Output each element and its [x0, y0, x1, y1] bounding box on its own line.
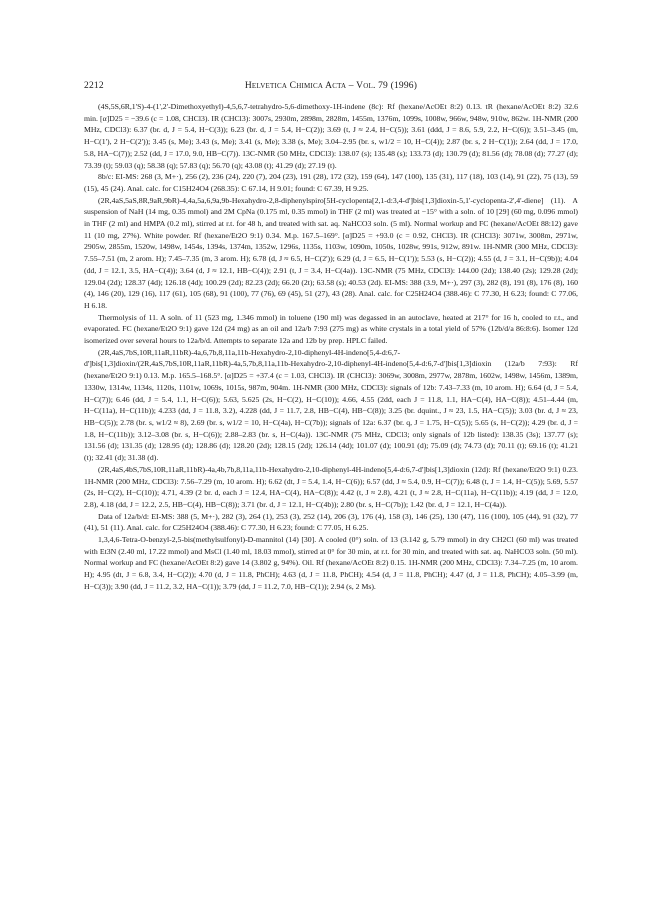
- paragraph-data-12abd: Data of 12a/b/d: EI-MS: 388 (5, M+·), 282 (3), 264 (1), 253 (3), 252 (14), 206 (3), 176 (4), 158 (3), 146 (25), 130 (47), 116 (100), 105 (44), 91 (32), 77 (41), 51 (11). Anal. calc. for C25H24O4 (388.46): C 77.30, H 6.23; found: C 77.05, H 6.25.: [84, 511, 578, 533]
- paragraph-thermolysis: Thermolysis of 11. A soln. of 11 (523 mg, 1.346 mmol) in toluene (190 ml) was degassed in an autoclave, heated at 217° for 16 h, cooled to r.t., and evaporated. FC (hexane/Et2O 9:1) gave 12d (24 mg) as an oil and 12a/b 7:93 (275 mg) as white crystals in a total yield of 57% (12b/d/a 86:8:6). Isomer 12d isomerized over several hours to 12a/b/d. Attempts to separate 12a and 12b by prep. HPLC failed.: [84, 312, 578, 346]
- paragraph-ms-8bc: 8b/c: EI-MS: 268 (3, M+·), 256 (2), 236 (24), 220 (7), 204 (23), 191 (28), 172 (32), 159 (64), 147 (100), 135 (31), 117 (18), 103 (14), 91 (22), 75 (13), 59 (15), 45 (24). Anal. calc. for C15H24O4 (268.35): C 67.14, H 9.01; found: C 67.39, H 9.25.: [84, 172, 578, 193]
- paragraph-compound-14: 1,3,4,6-Tetra-O-benzyl-2,5-bis(methylsulfonyl)-D-mannitol (14) [30]. A cooled (0°) soln. of 13 (3.142 g, 5.79 mmol) in dry CH2Cl (60 ml) was treated with Et3N (2.40 ml, 17.22 mmol) and MsCl (1.40 ml, 18.03 mmol), stirred at 0° for 30 min, at r.t. for 30 min, and treated with sat. aq. NaHCO3 soln. (50 ml). Normal workup and FC (hexane/AcOEt 8:2) gave 14 (3.802 g, 94%). Oil. Rf (hexane/AcOEt 8:2) 0.15. 1H-NMR (200 MHz, CDCl3): 7.34–7.25 (m, 10 arom. H); 4.95 (dt, J = 6.8, 3.4, H−C(2)); 4.70 (d, J = 11.8, PhCH); 4.63 (d, J = 11.8, PhCH); 4.54 (d, J = 11.8, PhCH); 4.47 (d, J = 11.8, PhCH); 4.05–3.99 (m, H−C(3)); 3.90 (dd, J = 11.2, 3.2, HA−C(1)); 3.79 (dd, J = 11.2, 7.0, HB−C(1)); 2.94 (s, 2 Ms).: [84, 535, 578, 591]
- page-number: 2212: [84, 81, 104, 91]
- paragraph-compound-12ab: (2R,4aS,7bS,10R,11aR,11bR)-4a,6,7b,8,11a,11b-Hexahydro-2,10-diphenyl-4H-indeno[5,4-d:6,7-d']bis[1,3]dioxin/(2R,4aS,7bS,10R,11aR,11bR)-4a,5,7b,8,11a,11b-Hexahydro-2,10-diphenyl-4H-indeno[5,4-d:6,7-d']bis[1,3]dioxin (12a/b 7:93): Rf (hexane/Et2O 9:1) 0.13. M.p. 165.5–168.5°. [α]D25 = +37.4 (c = 1.03, CHCl3). IR (CHCl3): 3069w, 3008m, 2977w, 2878m, 1602w, 1498w, 1456m, 1389m, 1330w, 1314w, 1134s, 1120s, 1101w, 1069s, 1015s, 987m, 904m. 1H-NMR (300 MHz, CDCl3): signals of 12b: 7.43–7.33 (m, 10 arom. H); 6.64 (d, J = 5.4, H−C(7)); 6.46 (dd, J = 5.4, 1.1, H−C(6)); 5.63, 5.625 (2s, H−C(2), H−C(10)); 4.66, 4.55 (2dd, each J = 11.8, 1.1, HA−C(4), HA−C(8)); 4.51–4.44 (m, H−C(11a), H−C(11b)); 4.233 (dd, J = 11.8, 3.2), 4.228 (dd, J = 11.7, 2.8, HB−C(4), HB−C(8)); 3.25 (br. dquint., J ≈ 23, 1.5, HA−C(5)); 3.03 (br. d, J ≈ 23, HB−C(5)); 2.78 (br. s, w1/2 ≈ 8), 2.69 (br. s, w1/2 = 10, H−C(4a), H−C(7b)); signals of 12a: 6.37 (br. q, J = 1.75, H−C(5)); 5.65 (s, H−C(2)); 4.29 (br. d, J = 1.8, H−C(11b)); 3.12–3.08 (br. s, H−C(6)); 2.88–2.83 (br. s, H−C(4a)). 13C-NMR (75 MHz, CDCl3; only signals of 12b listed): 138.35 (3s); 137.77 (s); 131.56 (d); 131.35 (d); 128.95 (d); 128.86 (d); 128.20 (2d); 128.15 (2d); 126.14 (4d); 101.07 (d); 100.91 (d); 75.09 (d); 74.73 (d); 70.11 (t); 69.16 (t); 41.21 (t); 32.41 (d); 31.38 (d).: [84, 347, 578, 463]
- paragraph-compound-8c: (4S,5S,6R,1'S)-4-(1',2'-Dimethoxyethyl)-4,5,6,7-tetrahydro-5,6-dimethoxy-1H-indene (8c): Rf (hexane/AcOEt 8:2) 0.13. tR (hexane/AcOEt 8:2) 32.6 min. [α]D25 = −39.6 (c = 1.08, CHCl3). IR (CHCl3): 3007s, 2930m, 2898m, 2828m, 1455m, 1376m, 1099s, 1008w, 966w, 948w, 910w, 862w. 1H-NMR (200 MHz, CDCl3): 6.37 (br. d, J = 5.4, H−C(3)); 6.23 (br. d, J = 5.4, H−C(2)); 3.69 (t, J ≈ 2.4, H−C(5)); 3.61 (ddd, J = 8.6, 5.9, 2.2, H−C(6)); 3.51–3.45 (m, H−C(1'), 2 H−C(2')); 3.45 (s, Me); 3.43 (s, Me); 3.41 (s, Me); 3.38 (s, Me); 3.04–2.95 (br. s, w1/2 = 10, H−C(4)); 2.87 (br. s, 2 H−C(1)); 2.64 (dd, J = 17.0, 5.8, HA−C(7)); 2.52 (dd, J = 17.0, 9.0, HB−C(7)). 13C-NMR (50 MHz, CDCl3): 138.07 (s); 135.48 (s); 133.73 (d); 130.79 (d); 81.56 (d); 78.08 (d); 77.27 (d); 73.39 (t); 59.03 (q); 58.38 (q); 57.83 (q); 56.70 (q); 43.08 (t); 41.29 (d); 27.19 (t).: [84, 102, 578, 170]
- paragraph-compound-12d: (2R,4aS,4bS,7bS,10R,11aR,11bR)-4a,4b,7b,8,11a,11b-Hexahydro-2,10-diphenyl-4H-indeno[5,4-d:6,7-d']bis[1,3]dioxin (12d): Rf (hexane/Et2O 9:1) 0.23. 1H-NMR (200 MHz, CDCl3): 7.56–7.29 (m, 10 arom. H); 6.62 (dt, J = 5.4, 1.4, H−C(6)); 6.57 (dd, J ≈ 5.4, 0.9, H−C(7)); 6.48 (t, J = 1.4, H−C(5)); 5.69, 5.57 (2s, H−C(2), H−C(10)); 4.71, 4.39 (2 br. d, each J = 12.4, HA−C(4), HA−C(8)); 4.42 (t, J ≈ 2.8), 4.21 (t, J ≈ 2.8, H−C(11a), H−C(11b)); 4.19 (dd, J = 12.0, 2.8), 4.18 (dd, J = 12.2, 2.5, HB−C(4), HB−C(8)); 3.71 (br. d, J = 12.1, H−C(4b)); 2.80 (br. s, H−C(7b)); 1.42 (br. d, J = 12.1, H−C(4a)).: [84, 464, 578, 509]
- running-title: Helvetica Chimica Acta – Vol. 79 (1996): [244, 81, 418, 91]
- article-body: [84, 101, 578, 593]
- paragraph-compound-11: (2R,4aS,5aS,8R,9aR,9bR)-4,4a,5a,6,9a,9b-Hexahydro-2,8-diphenylspiro[5H-cyclopenta[2,1-d:3,4-d']bis[1,3]dioxin-5,1'-cyclopenta-2',4'-diene] (11). A suspension of NaH (14 mg, 0.35 mmol) and 2M CpNa (0.175 ml, 0.35 mmol) in THF (2 ml) was treated at −15° with a soln. of 10 [29] (60 mg, 0.096 mmol) in THF (2 ml) and HMPA (0.2 ml), stirred at r.t. for 48 h, and treated with sat. aq. NaHCO3 soln. (5 ml). Normal workup and FC (hexane/AcOEt 88:12) gave 11 (10 mg, 27%). White powder. Rf (hexane/Et2O 9:1) 0.34. M.p. 167.5–169°. [α]D25 = +93.0 (c = 0.92, CHCl3). IR (CHCl3): 3071w, 3008m, 2971w, 2905w, 2855m, 1520w, 1498w, 1454s, 1394s, 1374m, 1352w, 1296s, 1135s, 1103w, 1090m, 1050s, 1028w, 991s, 912w, 891w. 1H-NMR (300 MHz, CDCl3): 7.55–7.51 (m, 2 arom. H); 7.45–7.35 (m, 3 arom. H); 6.78 (d, J ≈ 6.5, H−C(2')); 6.29 (d, J = 6.5, H−C(1')); 5.53 (s, H−C(2)); 4.55 (d, J = 3.1, H−C(9b)); 4.04 (dd, J = 12.1, 3.5, HA−C(4)); 3.64 (d, J ≈ 12.1, HB−C(4)); 2.91 (t, J = 3.4, H−C(4a)). 13C-NMR (75 MHz, CDCl3): 144.00 (2d); 138.40 (2s); 129.28 (2d); 129.04 (2d); 128.37 (4d); 126.18 (4d); 100.29 (2d); 82.23 (2d); 66.20 (2t); 63.58 (s); 40.53 (2d). EI-MS: 388 (3.9, M+·), 297 (3), 282 (8), 191 (8), 176 (8), 160 (4), 146 (20), 129 (16), 117 (61), 105 (68), 91 (100), 77 (76), 69 (45), 51 (27), 43 (28). Anal. calc. for C25H24O4 (388.46): C 77.30, H 6.23; found: C 77.06, H 6.18.: [84, 195, 578, 310]
